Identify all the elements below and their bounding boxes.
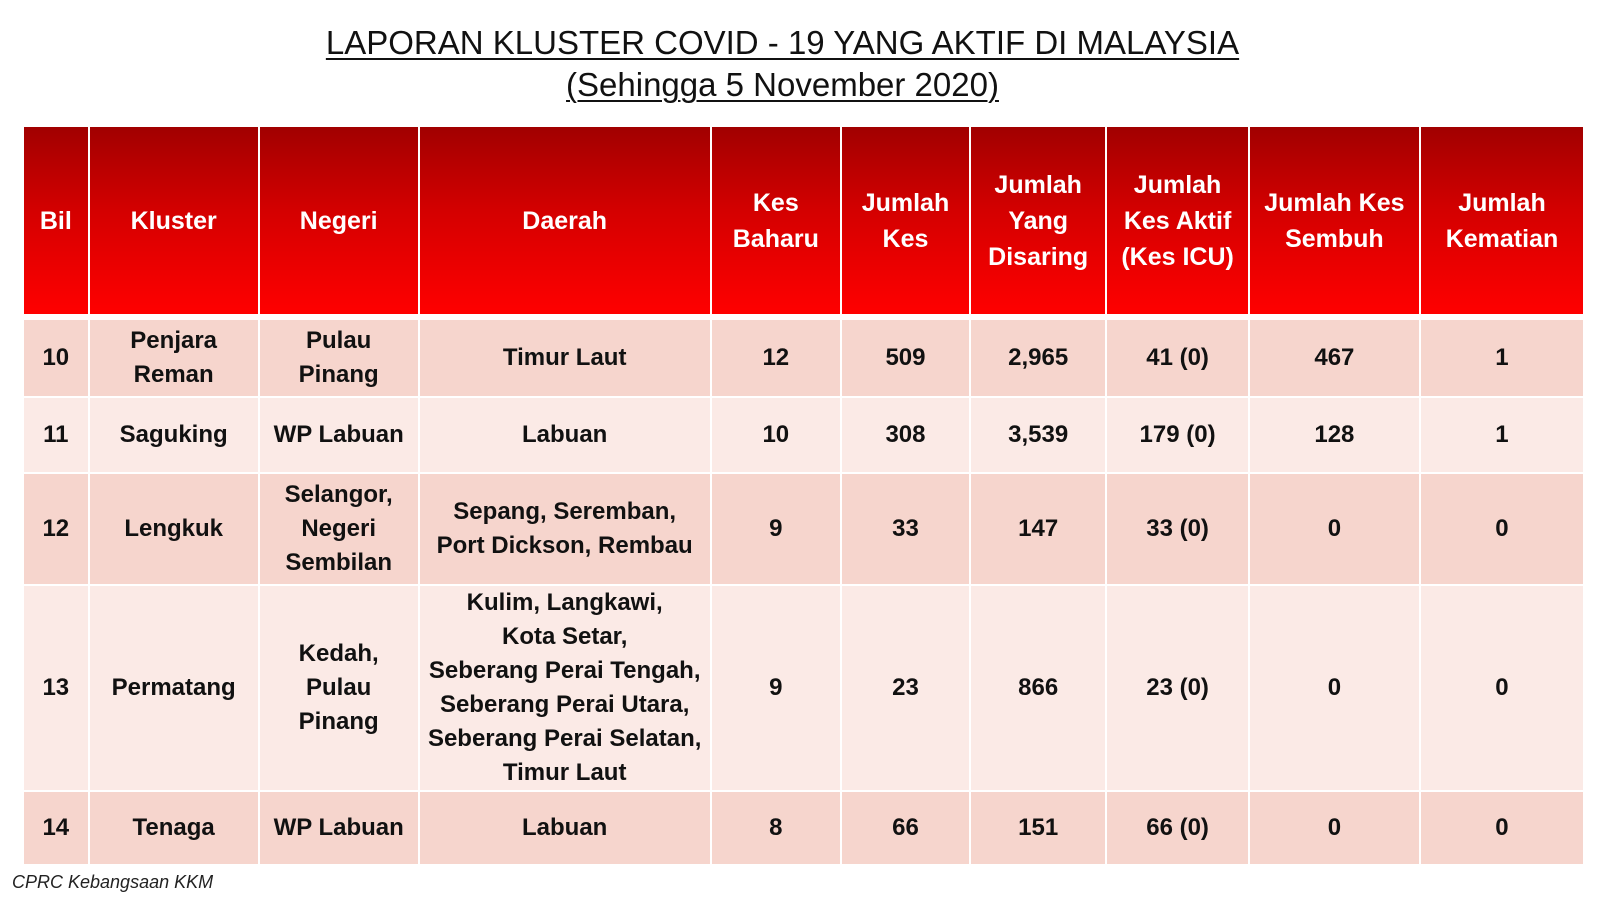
cell-negeri: Pulau Pinang <box>259 317 419 397</box>
cell-kematian: 0 <box>1420 791 1584 865</box>
cell-sembuh: 467 <box>1249 317 1420 397</box>
column-header-daerah: Daerah <box>419 127 711 317</box>
table-header-row <box>23 127 1584 317</box>
cell-daerah: Kulim, Langkawi, Kota Setar, Seberang Perai Tengah, Seberang Perai Utara, Seberang Perai Selatan, Timur Laut <box>419 585 711 791</box>
column-header-jumlah-disaring: Jumlah Yang Disaring <box>970 127 1106 317</box>
cell-kluster: Lengkuk <box>89 473 259 585</box>
cell-kematian: 0 <box>1420 585 1584 791</box>
cell-jumlah-disaring: 866 <box>970 585 1106 791</box>
cell-sembuh: 0 <box>1249 585 1420 791</box>
cell-kes-baharu: 12 <box>711 317 841 397</box>
title-line-1: LAPORAN KLUSTER COVID - 19 YANG AKTIF DI MALAYSIA <box>325 24 1240 61</box>
table-row <box>23 473 1584 585</box>
cell-daerah: Timur Laut <box>419 317 711 397</box>
title-line-2: (Sehingga 5 November 2020) <box>566 66 999 103</box>
cell-kes-aktif: 23 (0) <box>1106 585 1248 791</box>
column-header-negeri: Negeri <box>259 127 419 317</box>
cell-kes-baharu: 9 <box>711 585 841 791</box>
cell-kluster: Permatang <box>89 585 259 791</box>
cell-jumlah-disaring: 2,965 <box>970 317 1106 397</box>
cell-negeri: Selangor, Negeri Sembilan <box>259 473 419 585</box>
column-header-bil: Bil <box>23 127 89 317</box>
cell-jumlah-kes: 33 <box>841 473 970 585</box>
cell-sembuh: 0 <box>1249 791 1420 865</box>
column-header-kes-aktif: Jumlah Kes Aktif (Kes ICU) <box>1106 127 1248 317</box>
report-title <box>0 22 1565 106</box>
cell-sembuh: 0 <box>1249 473 1420 585</box>
column-header-kluster: Kluster <box>89 127 259 317</box>
cell-sembuh: 128 <box>1249 397 1420 473</box>
cell-kematian: 0 <box>1420 473 1584 585</box>
cell-kes-aktif: 33 (0) <box>1106 473 1248 585</box>
cell-bil: 11 <box>23 397 89 473</box>
cell-daerah: Sepang, Seremban, Port Dickson, Rembau <box>419 473 711 585</box>
cell-bil: 13 <box>23 585 89 791</box>
cell-negeri: WP Labuan <box>259 791 419 865</box>
cell-kes-baharu: 10 <box>711 397 841 473</box>
cell-jumlah-kes: 23 <box>841 585 970 791</box>
table-row <box>23 585 1584 791</box>
cell-kluster: Penjara Reman <box>89 317 259 397</box>
table-row <box>23 791 1584 865</box>
cell-kematian: 1 <box>1420 397 1584 473</box>
cell-negeri: WP Labuan <box>259 397 419 473</box>
cell-kes-aktif: 66 (0) <box>1106 791 1248 865</box>
source-footer: CPRC Kebangsaan KKM <box>12 872 214 892</box>
cell-jumlah-disaring: 147 <box>970 473 1106 585</box>
column-header-jumlah-kes: Jumlah Kes <box>841 127 970 317</box>
cell-jumlah-disaring: 3,539 <box>970 397 1106 473</box>
cell-daerah: Labuan <box>419 397 711 473</box>
cell-kluster: Saguking <box>89 397 259 473</box>
cell-jumlah-disaring: 151 <box>970 791 1106 865</box>
cell-kluster: Tenaga <box>89 791 259 865</box>
cell-kes-aktif: 179 (0) <box>1106 397 1248 473</box>
cell-bil: 12 <box>23 473 89 585</box>
cell-jumlah-kes: 308 <box>841 397 970 473</box>
cell-kes-aktif: 41 (0) <box>1106 317 1248 397</box>
column-header-kematian: Jumlah Kematian <box>1420 127 1584 317</box>
column-header-sembuh: Jumlah Kes Sembuh <box>1249 127 1420 317</box>
cell-kes-baharu: 9 <box>711 473 841 585</box>
table-row <box>23 317 1584 397</box>
cluster-table <box>22 127 1585 866</box>
table-row <box>23 397 1584 473</box>
cell-jumlah-kes: 66 <box>841 791 970 865</box>
cell-bil: 14 <box>23 791 89 865</box>
cell-kes-baharu: 8 <box>711 791 841 865</box>
column-header-kes-baharu: Kes Baharu <box>711 127 841 317</box>
cell-daerah: Labuan <box>419 791 711 865</box>
cell-negeri: Kedah, Pulau Pinang <box>259 585 419 791</box>
cell-jumlah-kes: 509 <box>841 317 970 397</box>
cell-bil: 10 <box>23 317 89 397</box>
cell-kematian: 1 <box>1420 317 1584 397</box>
